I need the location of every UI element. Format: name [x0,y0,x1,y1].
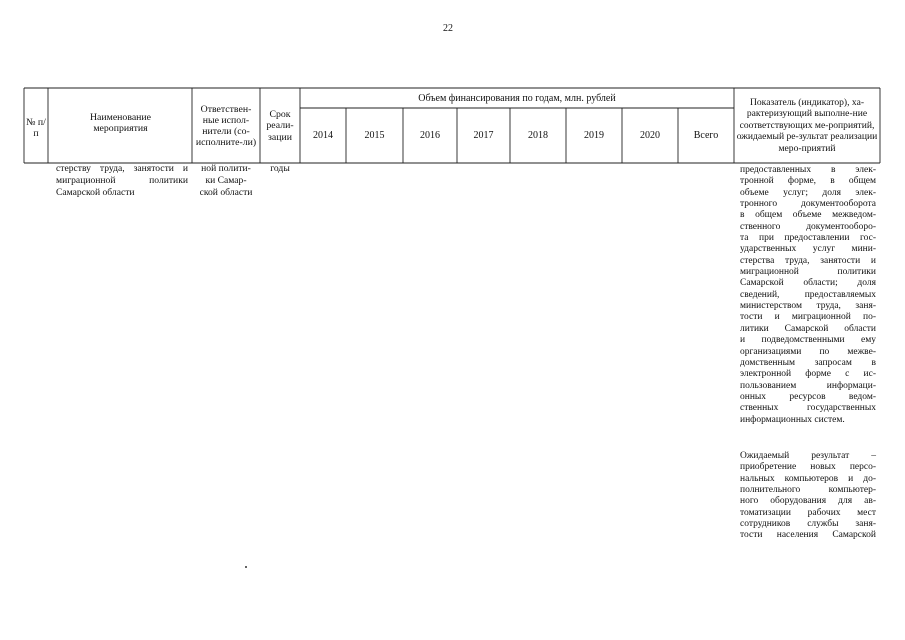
indicator-line: Ожидаемый результат – [740,451,876,461]
row-name-line: миграционной политики [56,174,188,186]
indicator-line: нальных компьютеров и до- [740,473,876,484]
indicator-line: объеме услуг; доля элек- [740,187,876,198]
indicator-line: тости и миграционной по- [740,312,876,323]
indicator-line: электронной форме с ис- [740,369,876,380]
indicator-line: тронного документооборота [740,199,876,210]
row-term-cell: годы [270,163,290,174]
indicator-line: литики Самарской области [740,323,876,334]
header-year-2017: 2017 [473,130,494,141]
header-term: Срок реали-зации [266,109,294,143]
indicator-line: тости населения Самарской [740,530,876,541]
header-year-2018: 2018 [528,130,548,141]
row-responsible-cell [195,163,257,198]
header-indicator: Показатель (индикатор), ха-рактеризующий выполне-ние соответствующих ме-роприятий, ожидаемый ре-зультат реализации меро-приятий [736,96,878,154]
header-year-2014: 2014 [313,130,333,141]
page-number: 22 [443,23,453,34]
row-responsible-line: ки Самар- [205,174,247,186]
header-year-2019: 2019 [584,130,604,141]
header-year-2015: 2015 [364,130,385,141]
indicator-line: домственным запросам в [740,357,876,368]
header-name: Наименование мероприятия [89,111,152,134]
header-responsible: Ответствен-ные испол-нители (со-исполните-ли) [195,103,257,149]
indicator-line: сведений, предоставляемых [740,289,876,300]
indicator-line: тронной форме, в общем [740,176,876,187]
scan-speck [245,566,247,568]
indicator-line: ного оборудования для ав- [740,496,876,507]
indicator-line: полнительного компьютер- [740,485,876,496]
indicator-line: ственного документооборо- [740,221,876,232]
indicator-line: томатизации рабочих мест [740,507,876,518]
indicator-line: пользованием информаци- [740,380,876,391]
indicator-paragraph-1 [740,165,876,426]
indicator-line: ударственных услуг мини- [740,244,876,255]
indicator-line: стерства труда, занятости и [740,255,876,266]
indicator-line: министерством труда, заня- [740,301,876,312]
header-funding: Объем финансирования по годам, млн. рублей [418,92,616,104]
row-name-line: стерству труда, занятости и [56,163,188,174]
header-year-total: Всего [693,130,719,141]
row-name-cell [56,163,188,198]
header-year-2020: 2020 [640,130,660,141]
row-responsible-line: ской области [199,186,253,198]
indicator-line: та при предоставлении гос- [740,233,876,244]
indicator-line: онных ресурсов ведом- [740,391,876,402]
indicator-line: предоставленных в элек- [740,165,876,175]
header-year-2016: 2016 [420,130,440,141]
indicator-line: сотрудников службы заня- [740,519,876,530]
row-responsible-line: ной полити- [201,163,251,174]
indicator-line: и подведомственными ему [740,335,876,346]
indicator-line: организациями по межве- [740,346,876,357]
indicator-line: ственных государственных [740,403,876,414]
indicator-line: информационных систем. [740,414,845,425]
indicator-line: в общем объеме межведом- [740,210,876,221]
indicator-line: миграционной политики [740,267,876,278]
indicator-paragraph-2 [740,451,876,542]
indicator-line: приобретение новых персо- [740,462,876,473]
indicator-line: Самарской области; доля [740,278,876,289]
row-name-line: Самарской области [56,186,135,198]
header-num: № п/п [26,116,46,139]
